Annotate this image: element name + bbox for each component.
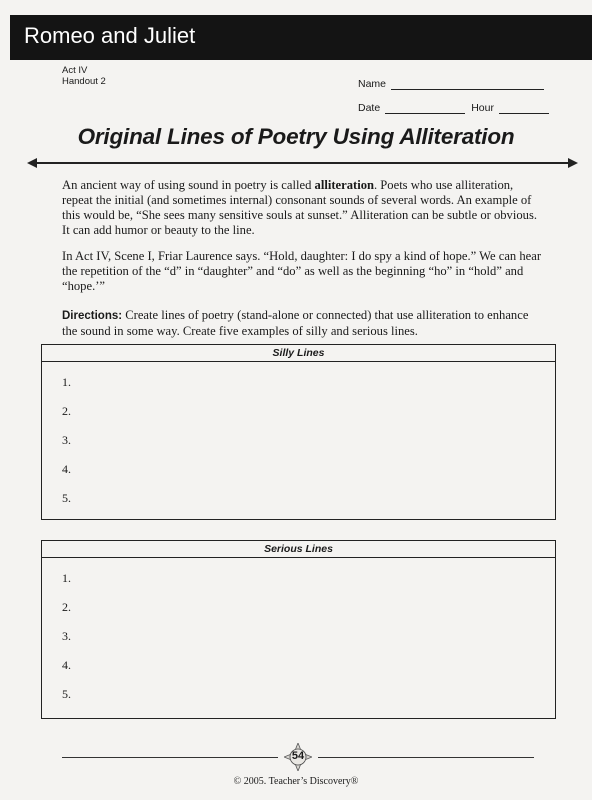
directions-paragraph bbox=[62, 308, 542, 339]
serious-line-4[interactable]: 4. bbox=[62, 658, 71, 672]
copyright: © 2005. Teacher’s Discovery® bbox=[233, 776, 359, 787]
footer-rule-left bbox=[62, 757, 278, 758]
hour-label: Hour bbox=[471, 102, 494, 114]
silly-lines-box bbox=[41, 344, 556, 520]
name-line[interactable] bbox=[391, 79, 544, 90]
serious-lines-heading: Serious Lines bbox=[42, 541, 555, 558]
serious-line-2[interactable]: 2. bbox=[62, 600, 71, 614]
date-label: Date bbox=[358, 102, 381, 114]
page-number: 54 bbox=[291, 750, 305, 762]
serious-line-1[interactable]: 1. bbox=[62, 571, 71, 585]
intro-paragraph-2: In Act IV, Scene I, Friar Laurence says. “Hold, daughter: I do spy a kind of hope.” We can hear the repetition of the “d” in “daughter” and “do” as well as the beginning “ho” in “hold” and “hope.’” bbox=[62, 249, 542, 293]
serious-line-5[interactable]: 5. bbox=[62, 687, 71, 701]
silly-line-2[interactable]: 2. bbox=[62, 404, 71, 418]
serious-line-3[interactable]: 3. bbox=[62, 629, 71, 643]
title-divider bbox=[34, 162, 570, 164]
footer-rule-right bbox=[318, 757, 534, 758]
page-title: Original Lines of Poetry Using Alliteration bbox=[77, 124, 515, 149]
header-title: Romeo and Juliet bbox=[24, 23, 196, 48]
act-label: Act IV bbox=[62, 65, 88, 76]
directions-text: Create lines of poetry (stand-alone or connected) that use alliteration to enhance the sound in some way. Create five examples of silly and serious lines. bbox=[62, 308, 529, 338]
hour-line[interactable] bbox=[499, 103, 549, 114]
serious-lines-box bbox=[41, 540, 556, 719]
silly-line-5[interactable]: 5. bbox=[62, 491, 71, 505]
silly-line-1[interactable]: 1. bbox=[62, 375, 71, 389]
alliteration-term: alliteration bbox=[314, 178, 374, 192]
name-field[interactable] bbox=[358, 78, 544, 90]
name-label: Name bbox=[358, 78, 387, 90]
handout-label: Handout 2 bbox=[62, 76, 106, 87]
right-arrowhead-icon bbox=[568, 158, 578, 168]
directions-label: Directions: bbox=[62, 310, 123, 322]
date-line[interactable] bbox=[385, 103, 465, 114]
intro-paragraph-1 bbox=[62, 178, 542, 238]
silly-line-4[interactable]: 4. bbox=[62, 462, 71, 476]
silly-lines-heading: Silly Lines bbox=[42, 345, 555, 362]
header-bar bbox=[10, 12, 592, 60]
intro-text-a: An ancient way of using sound in poetry is called bbox=[62, 178, 315, 192]
silly-line-3[interactable]: 3. bbox=[62, 433, 71, 447]
handout-meta bbox=[62, 65, 106, 87]
intro-text-b: . Poets who use alliteration, repeat the initial (and sometimes internal) consonant sounds of several words. An example of this would be, “She sees many sensitive souls at sunset.” Alliteration can be subtle or obvious. It can add humor or beauty to the line. bbox=[62, 178, 537, 237]
date-hour-fields bbox=[358, 102, 549, 114]
